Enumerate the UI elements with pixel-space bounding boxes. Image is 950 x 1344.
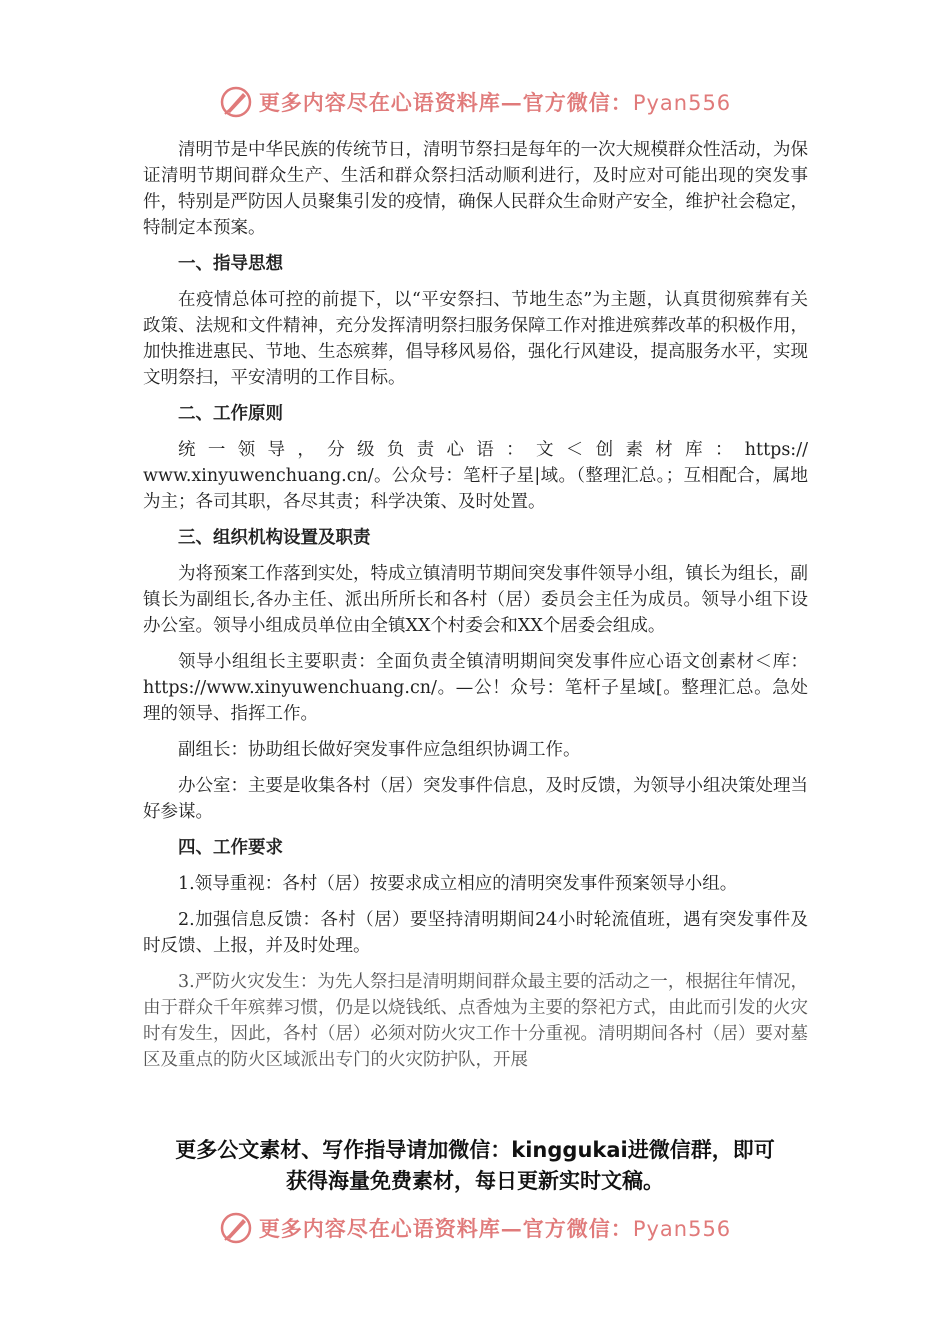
footer-note-line1: 更多公文素材、写作指导请加微信：kinggukai进微信群，即可 <box>175 1138 775 1162</box>
paragraph-deputy-duties: 副组长：协助组长做好突发事件应急组织协调工作。 <box>178 740 581 760</box>
header-banner <box>0 82 950 122</box>
paragraph-principles-line1: 统一领导，分级负责心语：文＜创素材库：https:// <box>178 440 808 460</box>
paragraph-guiding-thought: 在疫情总体可控的前提下，以“平安祭扫、节地生态”为主题，认真贯彻殡葬有关政策、法规和文件精神，充分发挥清明祭扫服务保障工作对推进殡葬改革的积极作用，加快推进惠民、节地、生态殡葬，倡导移风易俗，强化行风建设，提高服务水平，实现文明祭扫，平安清明的工作目标。 <box>143 290 808 388</box>
requirement-1: 1.领导重视：各村（居）按要求成立相应的清明突发事件预案领导小组。 <box>178 874 738 894</box>
quill-logo-icon <box>219 85 253 119</box>
footer-banner-wechat: Pyan556 <box>632 1217 732 1241</box>
requirement-2: 2.加强信息反馈：各村（居）要坚持清明期间24小时轮流值班，遇有突发事件及时反馈、上报，并及时处理。 <box>143 910 808 956</box>
footer-banner-text: 更多内容尽在心语资料库—官方微信：Pyan556 <box>258 1216 732 1241</box>
section-heading-2: 二、工作原则 <box>178 404 283 424</box>
paragraph-organization: 为将预案工作落到实处，特成立镇清明节期间突发事件领导小组，镇长为组长，副镇长为副组长,各办主任、派出所所长和各村（居）委员会主任为成员。领导小组下设办公室。领导小组成员单位由全镇XX个村委会和XX个居委会组成。 <box>143 564 808 636</box>
header-banner-text: 更多内容尽在心语资料库—官方微信：Pyan556 <box>258 90 732 115</box>
quill-logo-icon <box>219 1211 253 1245</box>
paragraph-principles-rest: www.xinyuwenchuang.cn/。公众号：笔杆子星|域。（整理汇总。；互相配合，属地为主；各司其职，各尽其责；科学决策、及时处置。 <box>143 466 808 512</box>
header-banner-wechat: Pyan556 <box>632 91 732 115</box>
section-heading-1: 一、指导思想 <box>178 254 283 274</box>
footer-note-line2: 获得海量免费素材，每日更新实时文稿。 <box>286 1169 664 1193</box>
document-body <box>143 137 808 1083</box>
paragraph-leader-duties: 领导小组组长主要职责：全面负责全镇清明期间突发事件应心语文创素材＜库：https://www.xinyuwenchuang.cn/。—公！众号：笔杆子星域[。整理汇总。急处理的领导、指挥工作。 <box>143 652 808 724</box>
section-heading-4: 四、工作要求 <box>178 838 283 858</box>
footer-banner <box>0 1208 950 1248</box>
intro-paragraph: 清明节是中华民族的传统节日，清明节祭扫是每年的一次大规模群众性活动，为保证清明节期间群众生产、生活和群众祭扫活动顺利进行，及时应对可能出现的突发事件，特别是严防因人员聚集引发的疫情，确保人民群众生命财产安全，维护社会稳定，特制定本预案。 <box>143 140 808 238</box>
paragraph-office-duties: 办公室：主要是收集各村（居）突发事件信息，及时反馈，为领导小组决策处理当好参谋。 <box>143 776 808 822</box>
footer-promo-note <box>100 1135 850 1197</box>
section-heading-3: 三、组织机构设置及职责 <box>178 528 371 548</box>
requirement-3: 3.严防火灾发生：为先人祭扫是清明期间群众最主要的活动之一，根据往年情况，由于群众千年殡葬习惯，仍是以烧钱纸、点香烛为主要的祭祀方式，由此而引发的火灾时有发生，因此，各村（居）必须对防火灾工作十分重视。清明期间各村（居）要对墓区及重点的防火区域派出专门的火灾防护队，开展 <box>143 972 808 1070</box>
